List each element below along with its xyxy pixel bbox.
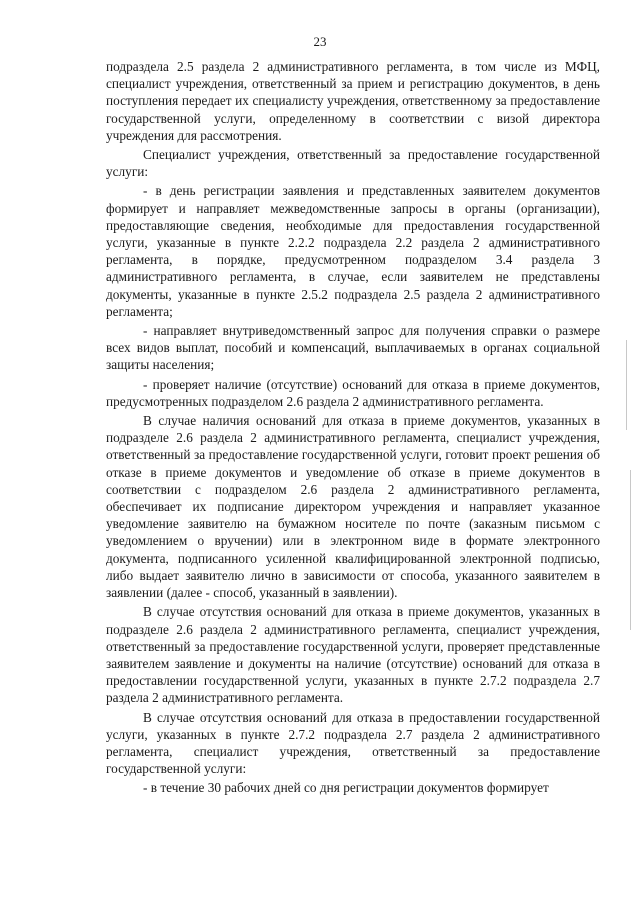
paragraph-6: В случае наличия оснований для отказа в приеме документов, указанных в подразделе 2.6 раздела 2 административного регламента, специалист учреждения, ответственный за предоставление государственной услуги, готовит проект решения об отказе в приеме документов и уведомление об отказе в приеме документов в соответствии с подразделом 2.6 раздела 2 административного регламента, обеспечивает их подписание директором учреждения и направляет указанное уведомление заявителю на бумажном носителе по почте (заказным письмом с уведомлением о вручении) или в электронном виде в формате электронного документа, подписанного усиленной квалифицированной электронной подписью, либо выдает заявителю лично в зависимости от способа, указанного заявителем в заявлении (далее - способ, указанный в заявлении).	[106, 413, 600, 601]
scan-edge-mark	[630, 470, 631, 630]
paragraph-4: - направляет внутриведомственный запрос для получения справки о размере всех видов выплат, пособий и компенсаций, выплачиваемых в органах социальной защиты населения;	[106, 323, 600, 373]
paragraph-5: - проверяет наличие (отсутствие) оснований для отказа в приеме документов, предусмотренных подразделом 2.6 раздела 2 административного регламента.	[106, 376, 600, 409]
paragraph-9: - в течение 30 рабочих дней со дня регистрации документов формирует	[143, 780, 549, 796]
paragraph-7: В случае отсутствия оснований для отказа в приеме документов, указанных в подразделе 2.6 раздела 2 административного регламента, специалист учреждения, ответственный за предоставление государственной услуги, проверяет представленные заявителем заявление и документы на наличие (отсутствие) оснований для отказа в предоставлении государственной услуги, указанных в пункте 2.7.2 подраздела 2.7 раздела 2 административного регламента.	[106, 604, 600, 706]
paragraph-2: Специалист учреждения, ответственный за предоставление государственной услуги:	[106, 147, 600, 180]
paragraph-8: В случае отсутствия оснований для отказа в предоставлении государственной услуги, указанных в пункте 2.7.2 подраздела 2.7 раздела 2 административного регламента, специалист учреждения, ответственный за предоставление государственной услуги:	[106, 709, 600, 777]
document-body	[106, 58, 600, 799]
paragraph-1: подраздела 2.5 раздела 2 административного регламента, в том числе из МФЦ, специалист учреждения, ответственный за прием и регистрацию документов, в день поступления передает их специалисту учреждения, ответственному за предоставление государственной услуги, определенному в соответствии с визой директора учреждения для рассмотрения.	[106, 59, 600, 143]
scan-edge-mark	[626, 340, 627, 430]
page-number: 23	[313, 34, 327, 49]
paragraph-3: - в день регистрации заявления и представленных заявителем документов формирует и направляет межведомственные запросы в органы (организации), предоставляющие сведения, необходимые для предоставления государственной услуги, указанные в пункте 2.2.2 подраздела 2.2 раздела 2 административного регламента, в порядке, предусмотренном подразделом 3.4 раздела 3 административного регламента, в случае, если заявителем не представлены документы, указанные в пункте 2.5.2 подраздела 2.5 раздела 2 административного регламента;	[106, 183, 600, 319]
